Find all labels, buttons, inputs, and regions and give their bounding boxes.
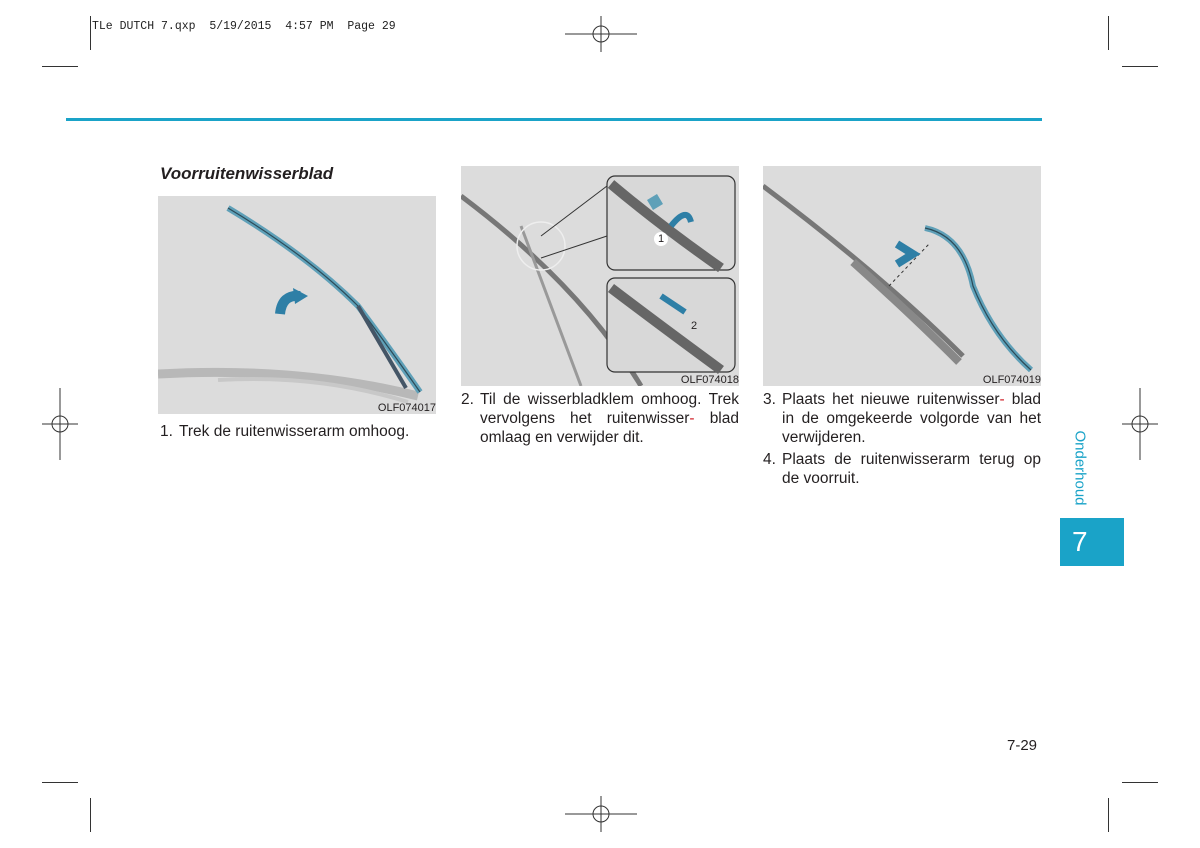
figure-code: OLF074019 xyxy=(982,374,1041,386)
figure-blade-clip xyxy=(461,166,739,386)
hyphen: - xyxy=(689,410,695,427)
figure-wiper-arm-lift xyxy=(158,196,436,414)
callout-1: 1 xyxy=(654,232,668,246)
registration-mark-left xyxy=(42,388,78,460)
blade-clip-illustration xyxy=(461,166,739,386)
crop-mark xyxy=(1122,66,1158,67)
figure-code: OLF074018 xyxy=(680,374,739,386)
step-4 xyxy=(763,450,1041,490)
page-number: 7-29 xyxy=(1007,737,1038,754)
header-rule xyxy=(66,118,1042,121)
step-text: Til de wisserbladklem omhoog. Trek vervolgens het ruitenwisser xyxy=(480,391,739,427)
step-text-continued: blad in de omgekeerde volgorde van het verwijderen. xyxy=(782,391,1042,446)
step-number: 4. xyxy=(763,451,776,468)
chapter-number-box: 7 xyxy=(1060,518,1124,566)
crop-mark xyxy=(90,798,91,832)
crop-mark xyxy=(90,16,91,50)
crop-mark xyxy=(1108,16,1109,50)
chapter-name: Onderhoud xyxy=(1071,430,1089,506)
callout-2: 2 xyxy=(691,320,698,332)
step-1 xyxy=(160,422,436,442)
print-slug: TLe DUTCH 7.qxp 5/19/2015 4:57 PM Page 29 xyxy=(92,20,396,33)
step-text-continued: blad omlaag en verwijder dit. xyxy=(480,410,739,446)
crop-mark xyxy=(42,782,78,783)
step-3 xyxy=(763,390,1041,450)
wiper-arm-illustration xyxy=(158,196,436,414)
crop-mark xyxy=(42,66,78,67)
step-number: 3. xyxy=(763,391,776,408)
figure-code: OLF074017 xyxy=(377,402,436,414)
crop-mark xyxy=(1108,798,1109,832)
figure-blade-install xyxy=(763,166,1041,386)
step-number: 2. xyxy=(461,391,474,408)
registration-mark-right xyxy=(1122,388,1158,460)
crop-mark xyxy=(1122,782,1158,783)
section-title: Voorruitenwisserblad xyxy=(160,164,334,183)
step-text: Plaats het nieuwe ruitenwisser xyxy=(782,391,1000,408)
registration-mark-bottom xyxy=(565,796,637,832)
blade-install-illustration xyxy=(763,166,1041,386)
registration-mark-top xyxy=(565,16,637,52)
step-number: 1. xyxy=(160,423,173,440)
step-2 xyxy=(461,390,739,450)
step-text: Trek de ruitenwisserarm omhoog. xyxy=(179,423,410,440)
hyphen: - xyxy=(999,391,1005,408)
step-text: Plaats de ruitenwisserarm terug op de voorruit. xyxy=(782,451,1041,487)
chapter-tab-label xyxy=(1060,420,1100,516)
